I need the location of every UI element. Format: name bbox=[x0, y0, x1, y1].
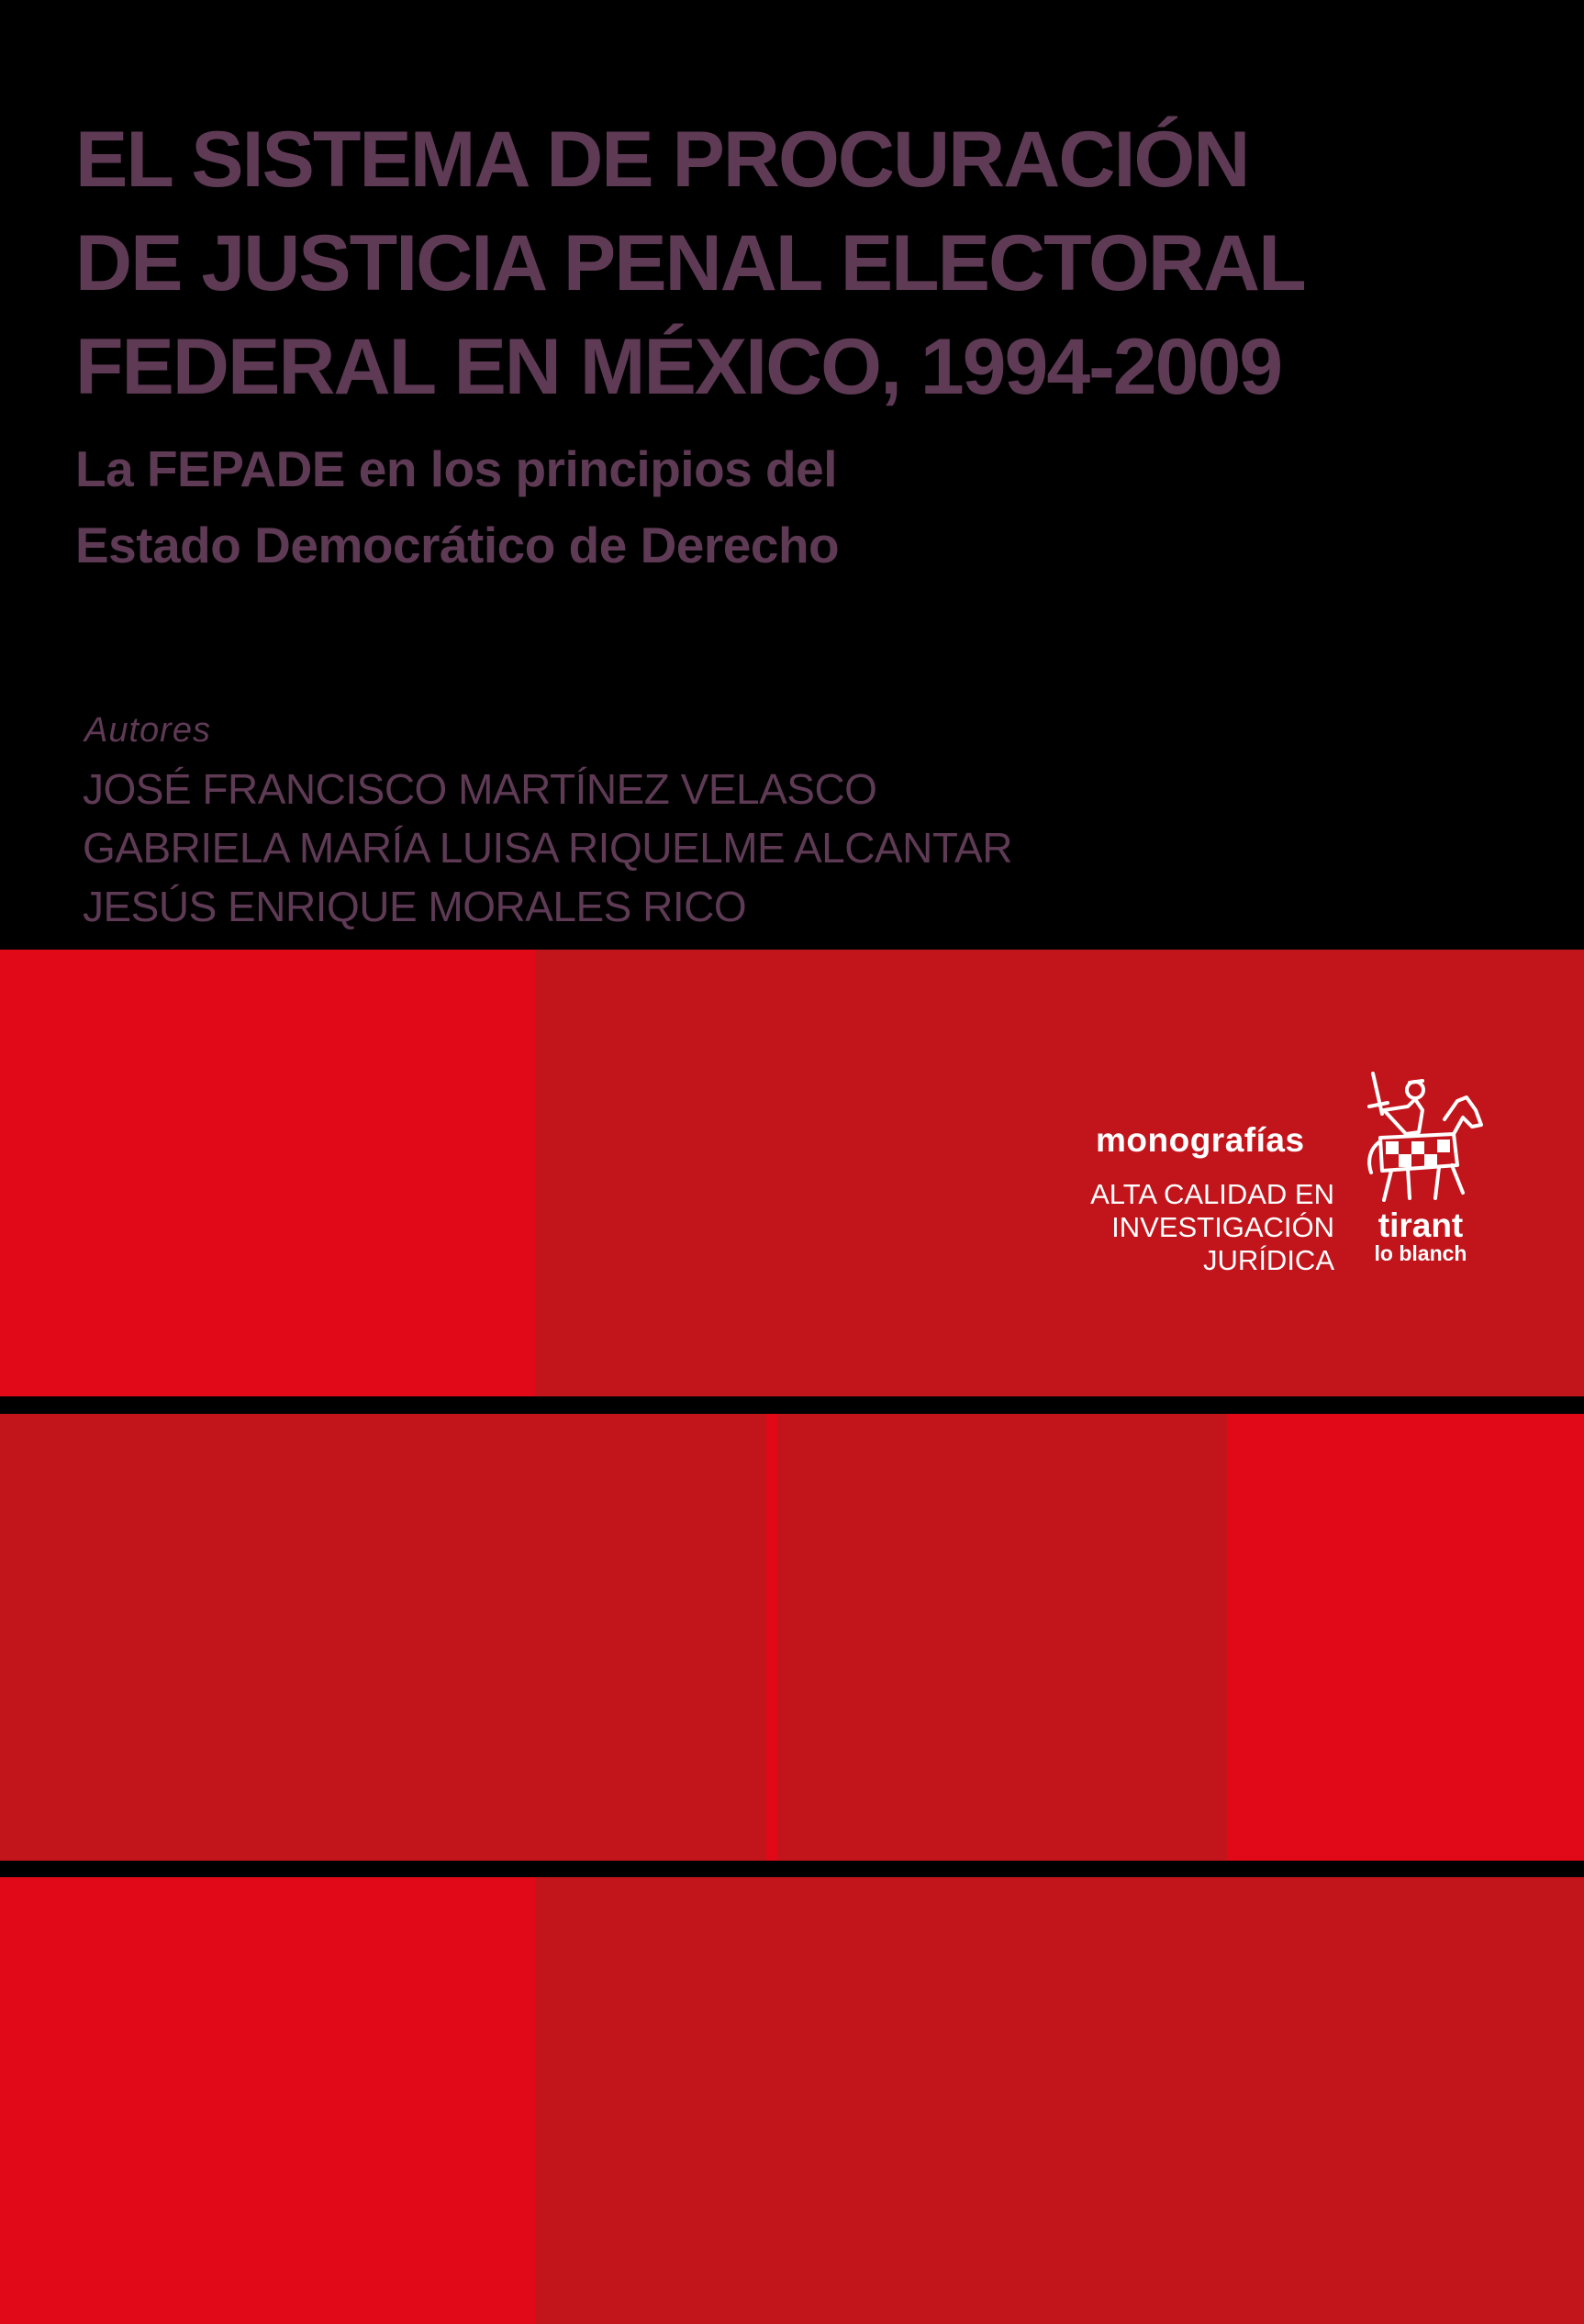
publisher-name: tirant bbox=[1378, 1206, 1464, 1244]
color-block-row3-right bbox=[535, 1877, 1584, 2324]
tagline-line: INVESTIGACIÓN bbox=[1111, 1211, 1334, 1243]
color-block-row3-left bbox=[0, 1877, 535, 2324]
title-line: DE JUSTICIA PENAL ELECTORAL bbox=[75, 219, 1305, 307]
knight-on-horse-icon bbox=[1362, 1070, 1487, 1207]
authors-list bbox=[83, 760, 1012, 936]
book-subtitle bbox=[75, 431, 1360, 584]
tagline-line: ALTA CALIDAD EN bbox=[1090, 1178, 1334, 1210]
color-block-row2-middle bbox=[777, 1414, 1227, 1861]
author-name: GABRIELA MARÍA LUISA RIQUELME ALCANTAR bbox=[83, 824, 1012, 872]
tagline-line: JURÍDICA bbox=[1203, 1244, 1334, 1276]
author-name: JESÚS ENRIQUE MORALES RICO bbox=[83, 883, 747, 930]
series-label: monografías bbox=[1096, 1121, 1305, 1159]
authors-label: Autores bbox=[84, 711, 211, 750]
color-block-row2-right bbox=[1227, 1414, 1584, 1861]
series-tagline bbox=[1090, 1178, 1334, 1277]
color-block-row2-divider bbox=[766, 1414, 777, 1861]
subtitle-line: Estado Democrático de Derecho bbox=[75, 517, 840, 573]
color-block-row1-left bbox=[0, 950, 535, 1396]
author-name: JOSÉ FRANCISCO MARTÍNEZ VELASCO bbox=[83, 765, 877, 813]
book-title bbox=[75, 108, 1507, 419]
color-block-row2-left bbox=[0, 1414, 766, 1861]
title-line: EL SISTEMA DE PROCURACIÓN bbox=[75, 116, 1249, 204]
title-line: FEDERAL EN MÉXICO, 1994-2009 bbox=[75, 323, 1282, 411]
publisher-name-sub: lo blanch bbox=[1374, 1241, 1467, 1265]
subtitle-line: La FEPADE en los principios del bbox=[75, 440, 838, 497]
publisher-logo-text bbox=[1370, 1206, 1471, 1265]
